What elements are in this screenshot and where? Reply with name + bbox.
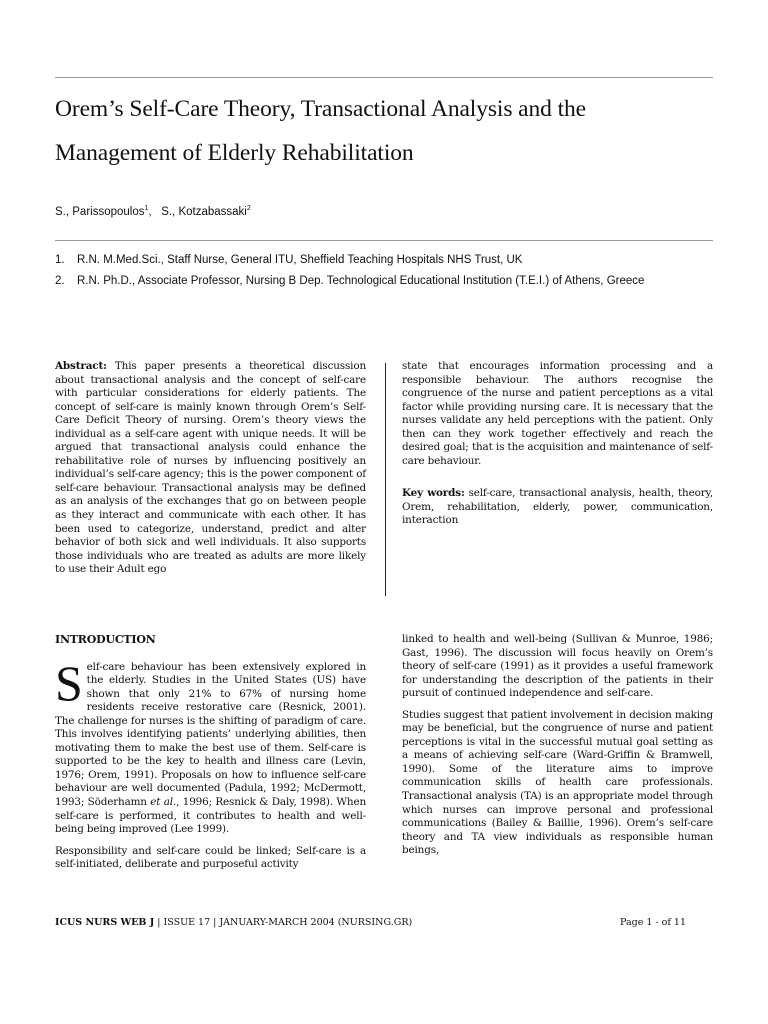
top-rule (55, 77, 713, 78)
intro-paragraph-2: Responsibility and self-care could be linked; Self-care is a self-initiated, deliberate and purposeful activity (55, 844, 366, 871)
body-right-column (402, 633, 713, 858)
footer-journal-info (55, 917, 412, 928)
affiliation-rule (55, 240, 713, 241)
affiliation-number: 2. (55, 275, 65, 287)
abstract-text: This paper presents a theoretical discussion about transactional analysis and the concept of self-care with particular considerations for elderly patients. The concept of self-care is mainly known through Orem’s Self-Care Deficit Theory of nursing. Orem’s theory views the individual as a self-care agent with unique needs. It will be argued that transactional analysis could enhance the rehabilitative role of nurses by influencing positively an individual’s self-care agency; this is the power component of self-care behaviour. Transactional analysis may be defined as an analysis of the exchanges that go on between people as they interact and communicate with each other. It has been used to categorize, understand, predict and alter behavior of both sick and well individuals. It also supports those individuals who are treated as adults are more likely to use their Adult ego (55, 360, 366, 576)
keywords-label: Key words: (402, 487, 465, 500)
abstract-right-column (402, 360, 713, 528)
drop-cap: S (55, 654, 83, 711)
intro-text: elf-care behaviour has been extensively explored in the elderly. Studies in the United States (US) have shown that only 21% to 67% of nursing home residents receive restorative care (Resnick, 2001). The challenge for nurses is the shifting of paradigm of care. This involves identifying patients’ underlying abilities, then motivating them to make the best use of them. Self-care is supported to be the key to health and illness care (Levin, 1976; Orem, 1991). Proposals on how to influence self-care behaviour are well documented (Padula, 1992; McDermott, 1993; Söderhamn (55, 660, 366, 809)
abstract-paragraph (55, 360, 366, 577)
footer-issue: | ISSUE 17 | JANUARY-MARCH 2004 (NURSING.GR) (154, 917, 413, 928)
affiliation-text: R.N. Ph.D., Associate Professor, Nursing B Dep. Technological Educational Institution (T.E.I.) of Athens, Greece (77, 275, 645, 287)
intro-paragraph-3: linked to health and well-being (Sullivan & Munroe, 1986; Gast, 1996). The discussion will focus heavily on Orem’s theory of self-care (1991) as it provides a useful framework for understanding the description of the patients in their pursuit of continued independence and self-care. (402, 633, 713, 700)
author-list: S., Parissopoulos$^1$, S., Kotzabassaki$^2$ (55, 205, 251, 218)
footer-page-number: Page 1 - of 11 (620, 917, 686, 928)
paper-title-line-1: Orem’s Self-Care Theory, Transactional Analysis and the (55, 96, 586, 122)
author-name: S., Parissopoulos (55, 205, 145, 218)
affiliation-2 (55, 271, 713, 291)
intro-paragraph-4: Studies suggest that patient involvement in decision making may be beneficial, but the congruence of nurse and patient perceptions is vital in the successful mutual goal setting as a means of achieving self-care (Ward-Griffin & Bramwell, 1990). Some of the literature aims to improve communication skills of health care professionals. Transactional analysis (TA) is an appropriate model through which nurses can improve personal and professional communications (Bailey & Baillie, 1996). Orem’s self-care theory and TA view individuals as responsible human beings, (402, 708, 713, 857)
keywords-paragraph (402, 487, 713, 528)
affiliation-1 (55, 250, 713, 270)
author-superscript: 1 (144, 205, 149, 212)
intro-italic: et al. (150, 796, 177, 809)
intro-text: , 1996; Resnick & Daly, 1998). When self-care is performed, it contributes to health and well-being being improved (Lee 1999). (55, 796, 366, 836)
section-heading: INTRODUCTION (55, 633, 156, 646)
abstract-label: Abstract: (55, 360, 107, 372)
footer-journal-name: ICUS NURS WEB J (55, 917, 155, 928)
keywords-text: self-care, transactional analysis, health, theory, Orem, rehabilitation, elderly, power, communication, interaction (402, 487, 714, 527)
author-superscript: 2 (246, 205, 251, 212)
affiliation-text: R.N. M.Med.Sci., Staff Nurse, General ITU, Sheffield Teaching Hospitals NHS Trust, UK (77, 254, 523, 266)
affiliation-number: 1. (55, 254, 65, 266)
body-left-column (55, 633, 366, 872)
author-name: S., Kotzabassaki (161, 205, 247, 218)
abstract-left-column (55, 360, 366, 577)
abstract-continued: state that encourages information processing and a responsible behaviour. The authors recognise the congruence of the nurse and patient perceptions as a vital factor while providing nursing care. It is necessary that the nurses validate any held perceptions with the patient. Only then can they work together effectively and reach the desired goal; that is the acquisition and maintenance of self-care behaviour. (402, 360, 713, 467)
intro-paragraph-1 (55, 654, 366, 837)
paper-title-line-2: Management of Elderly Rehabilitation (55, 140, 414, 166)
abstract-column-divider (385, 363, 386, 596)
